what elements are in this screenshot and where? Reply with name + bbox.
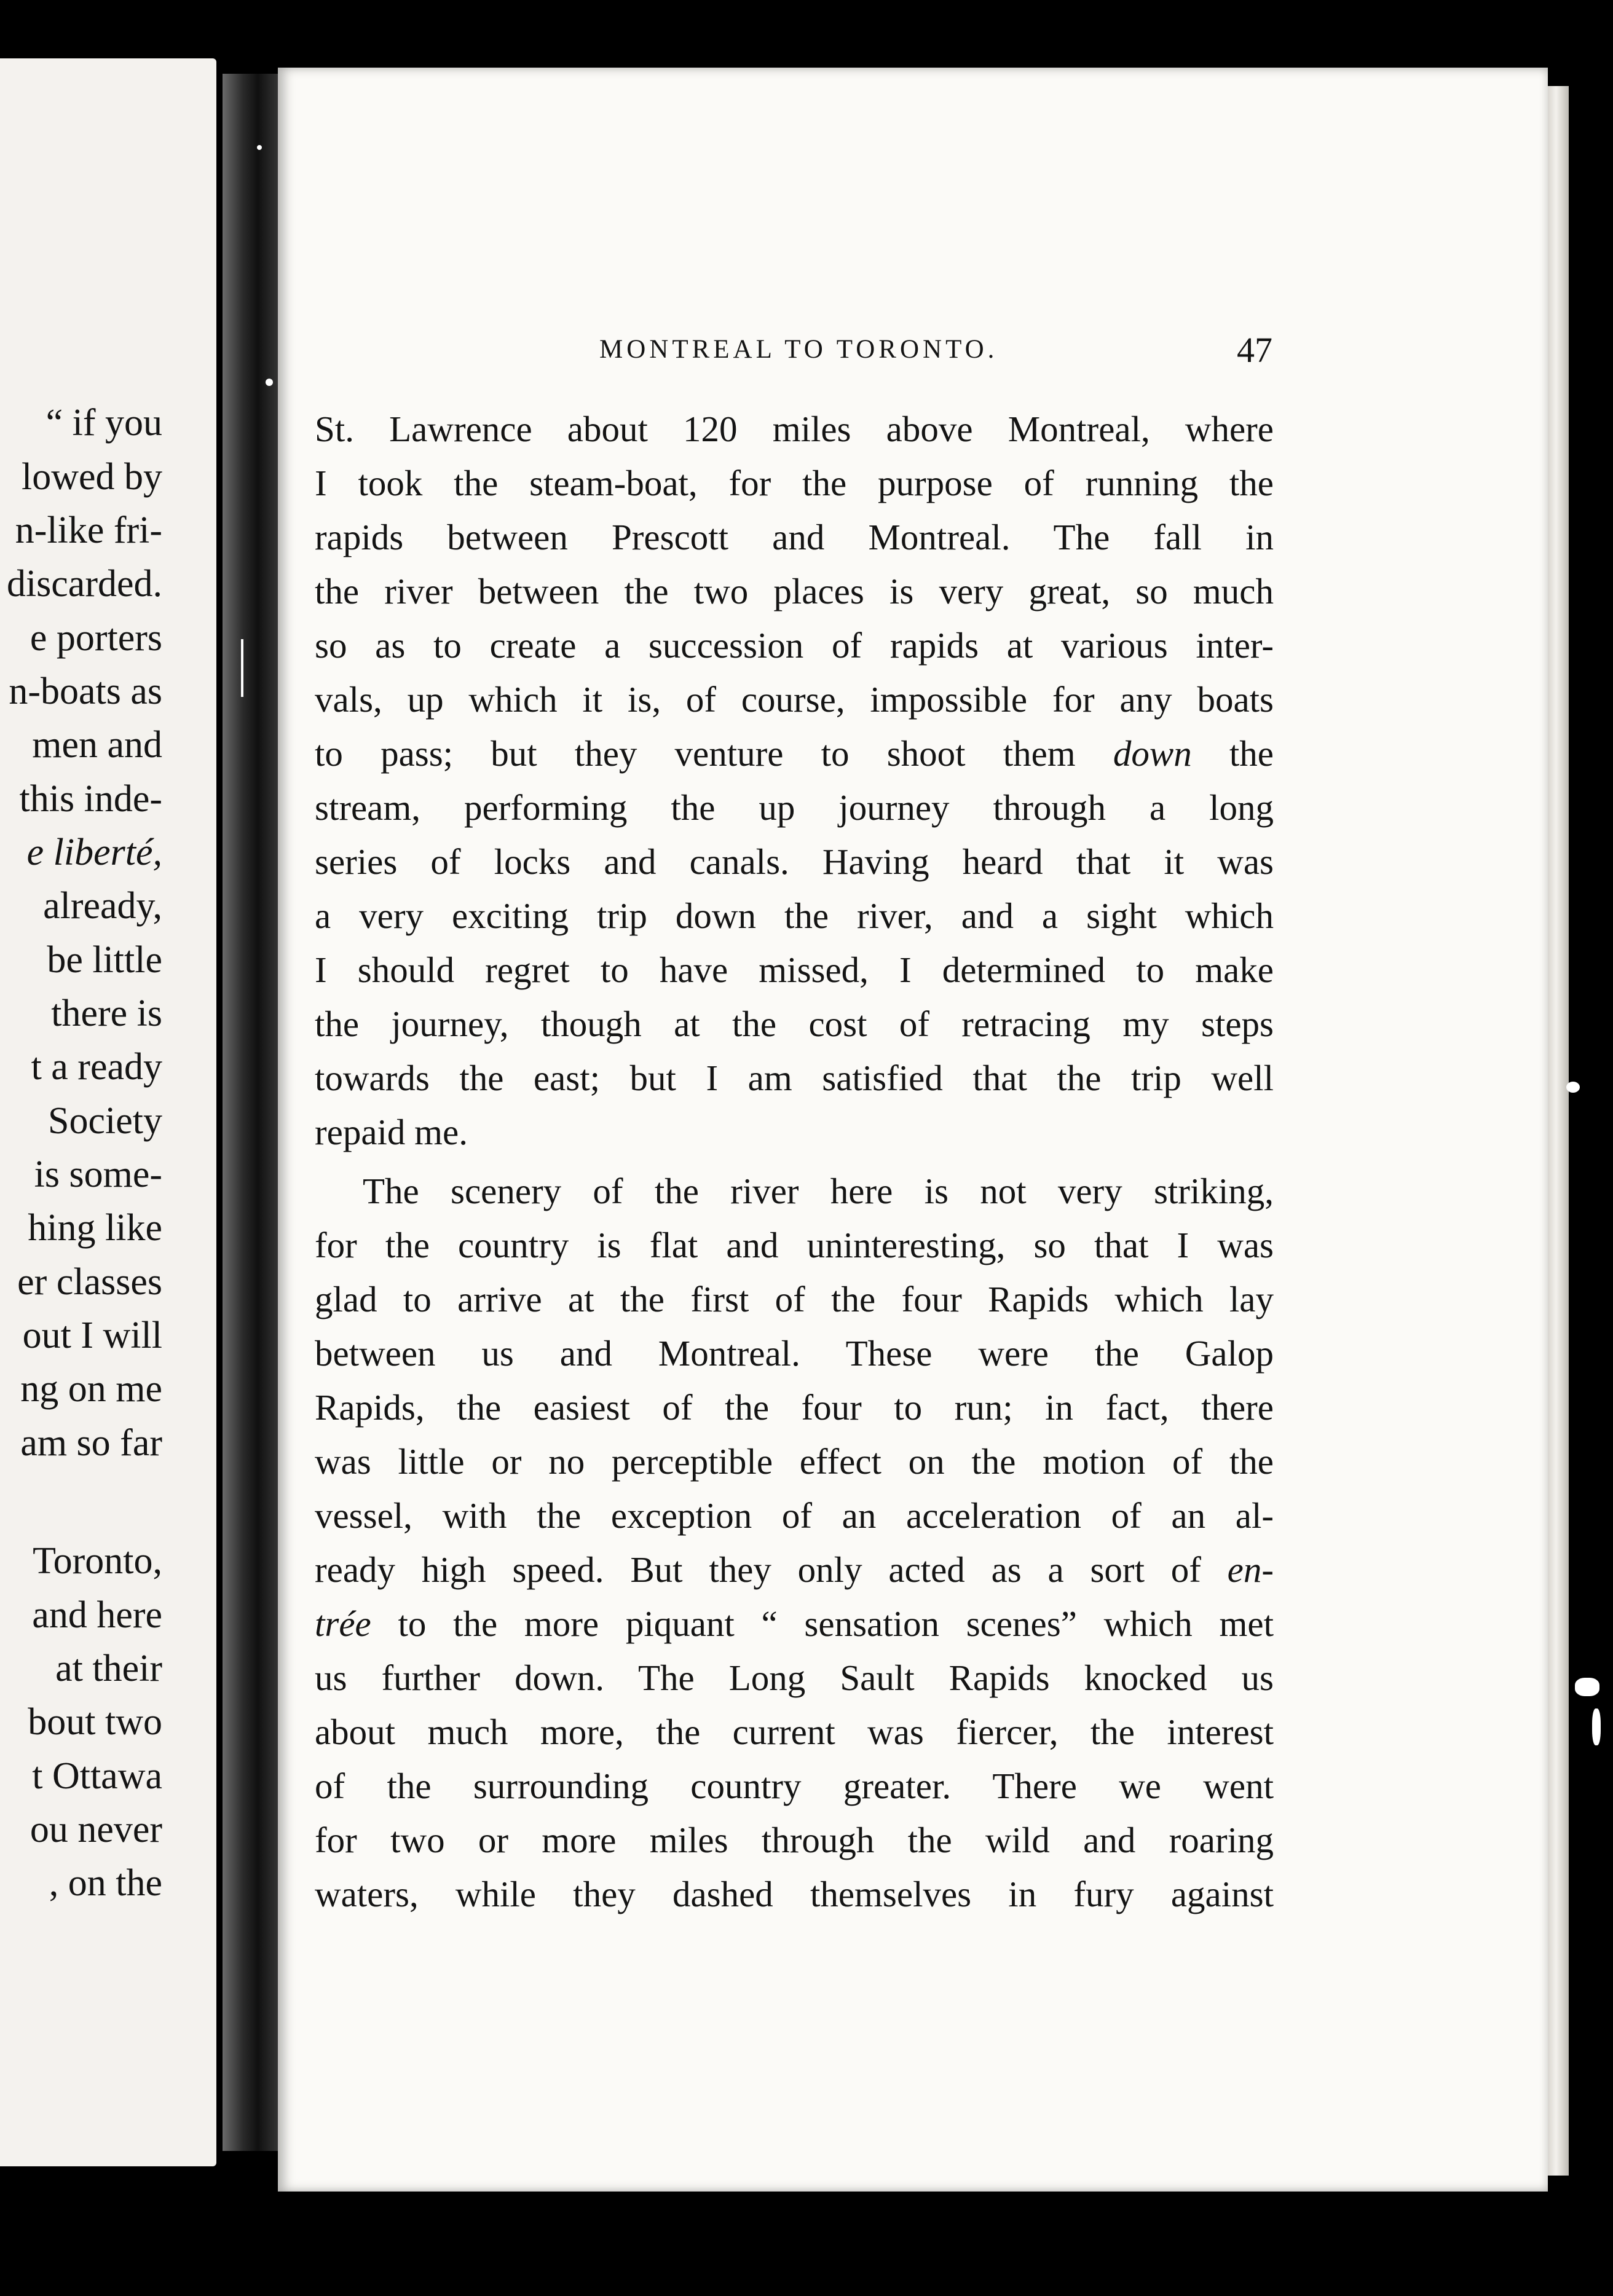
text-line: I took the steam-boat, for the purpose of running the bbox=[315, 463, 1274, 503]
text-line: towards the east; but I am satisfied that the trip well bbox=[315, 1058, 1274, 1098]
left-fragment: discarded. bbox=[6, 563, 162, 605]
left-fragment: t Ottawa bbox=[32, 1755, 162, 1797]
left-fragment: this inde- bbox=[19, 778, 162, 820]
italic-word: down bbox=[1113, 733, 1192, 774]
text-line: was little or no perceptible effect on the motion of the bbox=[315, 1441, 1274, 1482]
left-fragment: “ if you bbox=[45, 402, 162, 444]
scan-artifact bbox=[241, 639, 243, 697]
left-fragment: , on the bbox=[49, 1862, 162, 1904]
text-line: for two or more miles through the wild and roaring bbox=[315, 1820, 1274, 1860]
text-line: about much more, the current was fiercer, the interest bbox=[315, 1712, 1274, 1752]
left-fragment: n-like fri- bbox=[15, 509, 162, 551]
left-fragment: there is bbox=[51, 993, 162, 1034]
text-line: vals, up which it is, of course, impossible for any boats bbox=[315, 679, 1274, 720]
body-text bbox=[315, 402, 1274, 1921]
text-line: stream, performing the up journey through a long bbox=[315, 787, 1274, 828]
page-edge bbox=[1548, 86, 1569, 2176]
page-number: 47 bbox=[1237, 330, 1272, 370]
text-line: trée to the more piquant “ sensation scenes” which met bbox=[315, 1603, 1274, 1644]
text-line: of the surrounding country greater. There we went bbox=[315, 1766, 1274, 1806]
left-fragment: out I will bbox=[22, 1315, 162, 1356]
left-fragment: bout two bbox=[28, 1701, 162, 1743]
text-line: repaid me. bbox=[315, 1112, 468, 1152]
text-line: vessel, with the exception of an acceleration of an al- bbox=[315, 1495, 1274, 1536]
scan-artifact bbox=[1566, 1082, 1580, 1093]
left-fragment: and here bbox=[32, 1594, 162, 1636]
left-fragment: already, bbox=[43, 885, 162, 927]
text-line: between us and Montreal. These were the Galop bbox=[315, 1333, 1274, 1374]
text-line: us further down. The Long Sault Rapids knocked us bbox=[315, 1657, 1274, 1698]
left-fragment: er classes bbox=[17, 1261, 162, 1303]
text-line: ready high speed. But they only acted as a sort of en- bbox=[315, 1549, 1274, 1590]
italic-word: trée bbox=[315, 1603, 371, 1644]
running-head: MONTREAL TO TORONTO. bbox=[599, 335, 998, 364]
text-line: series of locks and canals. Having heard that it was bbox=[315, 841, 1274, 882]
text-line: for the country is flat and uninteresting, so that I was bbox=[315, 1225, 1274, 1265]
left-fragment: ng on me bbox=[20, 1368, 162, 1410]
text-line: St. Lawrence about 120 miles above Montreal, where bbox=[315, 409, 1274, 449]
left-fragment: Society bbox=[48, 1100, 162, 1142]
text-line: waters, while they dashed themselves in fury against bbox=[315, 1874, 1274, 1914]
text-line: to pass; but they venture to shoot them down the bbox=[315, 733, 1274, 774]
left-fragment: hing like bbox=[28, 1207, 162, 1249]
left-fragment: e liberté, bbox=[26, 832, 162, 873]
left-fragment: at their bbox=[55, 1648, 162, 1689]
left-fragment: lowed by bbox=[21, 456, 162, 498]
text-line: The scenery of the river here is not very striking, bbox=[363, 1171, 1274, 1211]
left-fragment: be little bbox=[47, 939, 162, 981]
book-gutter bbox=[223, 74, 282, 2151]
italic-word: en- bbox=[1227, 1549, 1274, 1590]
text-line: the journey, though at the cost of retracing my steps bbox=[315, 1004, 1274, 1044]
left-fragment: n-boats as bbox=[9, 670, 162, 712]
scan-artifact bbox=[257, 145, 262, 150]
text-line: rapids between Prescott and Montreal. The fall in bbox=[315, 517, 1274, 557]
scan-artifact bbox=[266, 379, 273, 386]
scan-artifact bbox=[1592, 1708, 1601, 1745]
text-line: so as to create a succession of rapids at various inter- bbox=[315, 625, 1274, 666]
left-fragment: t a ready bbox=[31, 1046, 162, 1088]
text-line: glad to arrive at the first of the four Rapids which lay bbox=[315, 1279, 1274, 1319]
text-line: I should regret to have missed, I determined to make bbox=[315, 949, 1274, 990]
left-fragment: ou never bbox=[30, 1809, 162, 1850]
left-fragment: Toronto, bbox=[33, 1540, 162, 1582]
facing-page-left bbox=[0, 58, 216, 2166]
scan-artifact bbox=[1575, 1678, 1599, 1696]
left-fragment: is some- bbox=[34, 1154, 162, 1195]
paragraph-break bbox=[315, 1159, 1274, 1164]
text-line: Rapids, the easiest of the four to run; in fact, there bbox=[315, 1387, 1274, 1428]
text-line: a very exciting trip down the river, and a sight which bbox=[315, 895, 1274, 936]
left-fragment: am so far bbox=[20, 1422, 162, 1464]
left-fragment: e porters bbox=[30, 617, 162, 659]
text-line: the river between the two places is very great, so much bbox=[315, 571, 1274, 611]
left-fragment: men and bbox=[32, 724, 162, 766]
